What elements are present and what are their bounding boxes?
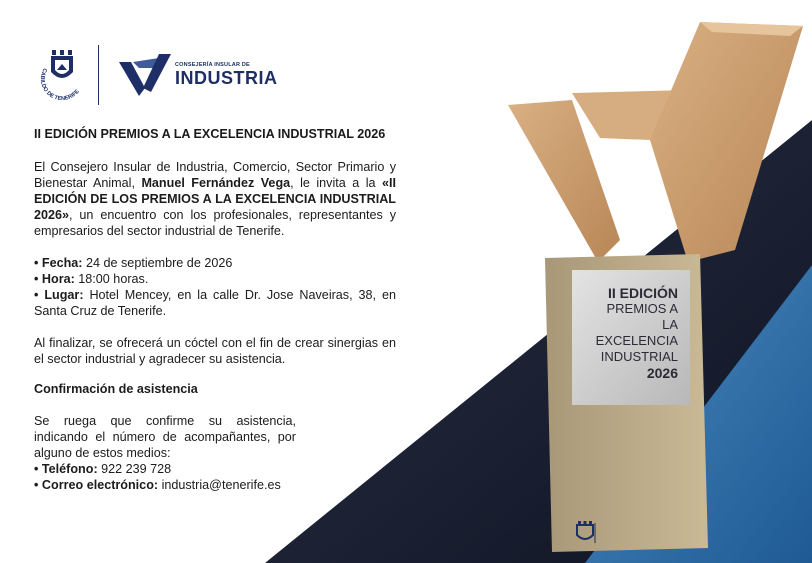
detail-fecha: [34, 255, 396, 271]
industria-v-icon: [119, 52, 171, 98]
plaque-line-3: INDUSTRIAL: [600, 349, 678, 364]
intro-text-2: , le invita a la: [290, 176, 382, 190]
detail-lugar: [34, 287, 396, 319]
intro-paragraph: [34, 159, 396, 239]
header-logos: [38, 44, 278, 106]
invitation-content: [34, 126, 396, 493]
intro-text-1: El Consejero Insular de Industria, Comercio, Sector Primario y Bienestar Animal,: [34, 160, 396, 190]
hora-value: 18:00 horas.: [74, 272, 149, 286]
plaque-text: [590, 285, 678, 381]
event-name: «II EDICIÓN DE LOS PREMIOS A LA EXCELENCIA INDUSTRIAL 2026»: [34, 176, 396, 222]
plaque-line-2: EXCELENCIA: [595, 333, 678, 348]
base-cabildo-logo-icon: [573, 519, 597, 545]
industria-label: INDUSTRIA: [175, 67, 278, 88]
correo-label: • Correo electrónico:: [34, 478, 159, 492]
consejero-name: Manuel Fernández Vega: [141, 176, 291, 190]
cabildo-logo-text: CABILDO DE TENERIFE: [38, 67, 81, 103]
plaque-edicion: II EDICIÓN: [607, 285, 678, 301]
logo-divider: [98, 45, 99, 105]
fecha-label: • Fecha:: [34, 256, 83, 270]
telefono-label: • Teléfono:: [34, 462, 98, 476]
consejeria-label: CONSEJERÍA INSULAR DE: [175, 62, 250, 69]
correo-value[interactable]: industria@tenerife.es: [158, 478, 281, 492]
plaque-line-1: PREMIOS A LA: [606, 301, 678, 332]
contact-correo: [34, 477, 396, 493]
page-title: II EDICIÓN PREMIOS A LA EXCELENCIA INDUSTRIAL 2026: [34, 127, 386, 141]
plaque-year: 2026: [646, 365, 678, 381]
cabildo-logo: [38, 46, 86, 104]
fecha-value: 24 de septiembre de 2026: [82, 256, 233, 270]
intro-text-3: , un encuentro con los profesionales, representantes y empresarios del sector industrial de Tenerife.: [34, 208, 396, 238]
confirmation-text: Se ruega que confirme su asistencia, indicando el número de acompañantes, por alguno de estos medios:: [34, 414, 296, 460]
closing-paragraph: Al finalizar, se ofrecerá un cóctel con el fin de crear sinergias en el sector industrial y agradecer su asistencia.: [34, 336, 396, 366]
telefono-value: 922 239 728: [97, 462, 172, 476]
detail-hora: [34, 271, 396, 287]
lugar-value: Hotel Mencey, en la calle Dr. Jose Naveiras, 38, en Santa Cruz de Tenerife.: [34, 288, 396, 318]
lugar-label: • Lugar:: [34, 288, 84, 302]
contact-telefono: [34, 461, 396, 477]
hora-label: • Hora:: [34, 272, 75, 286]
industria-logo: [119, 52, 278, 98]
confirmation-heading: Confirmación de asistencia: [34, 382, 198, 396]
cabildo-shield-icon: [38, 46, 86, 106]
